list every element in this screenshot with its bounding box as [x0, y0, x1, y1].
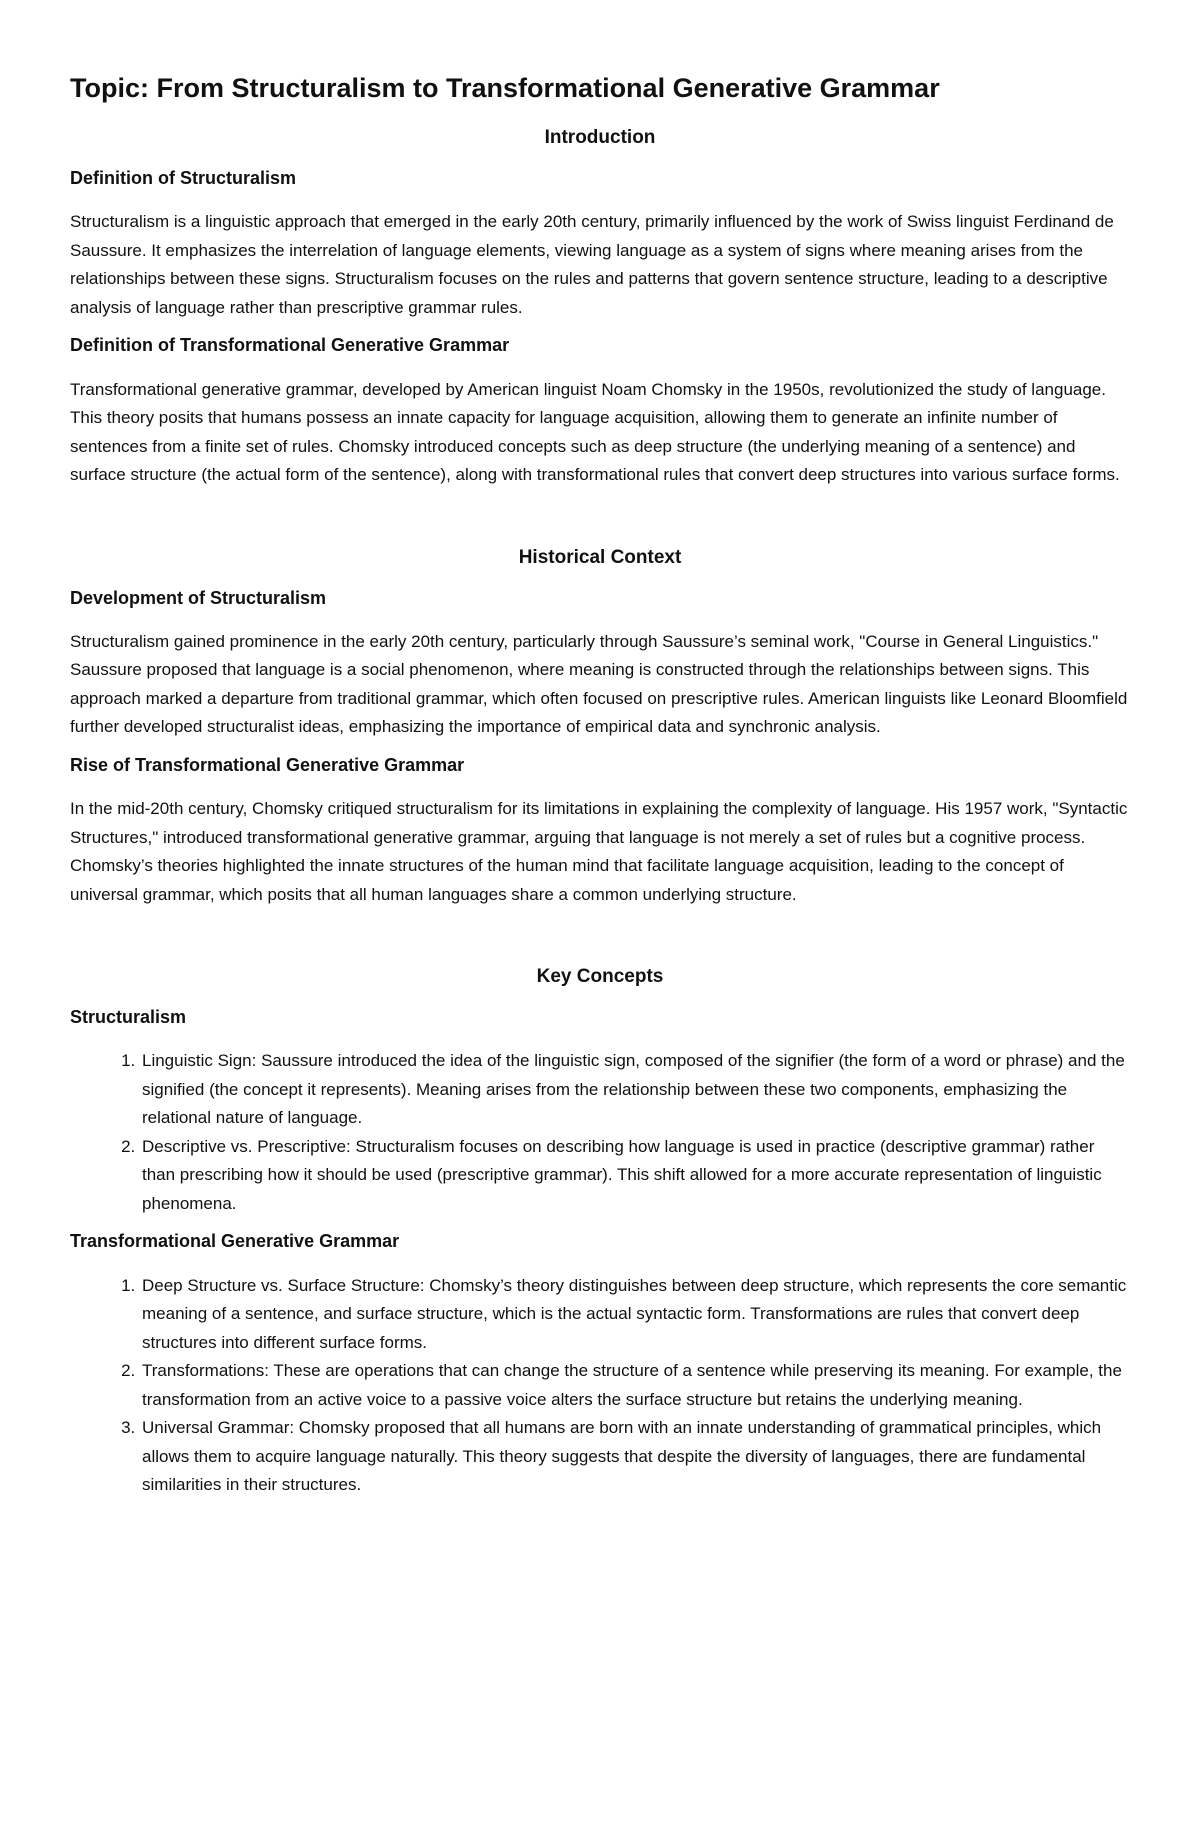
paragraph-definition-structuralism: Structuralism is a linguistic approach that emerged in the early 20th century, primarily influenced by the work of Swiss linguist Ferdinand de Saussure. It emphasizes the interrelation of language elements, viewing language as a system of signs where meaning arises from the relationships between these signs. Structuralism focuses on the rules and patterns that govern sentence structure, leading to a descriptive analysis of language rather than prescriptive grammar rules.	[70, 212, 1114, 317]
section-introduction	[70, 126, 1130, 489]
subheading-development-structuralism: Development of Structuralism	[70, 587, 327, 608]
section-key-concepts	[70, 965, 1130, 1499]
subheading-definition-tgg: Definition of Transformational Generative Grammar	[70, 335, 510, 356]
list-item: 1. Linguistic Sign: Saussure introduced the idea of the linguistic sign, composed of the signifier (the form of a word or phrase) and the signified (the concept it represents). Meaning arises from the relationship between these two components, emphasizing the relational nature of language.	[140, 1047, 1130, 1133]
list-item: 2. Transformations: These are operations that can change the structure of a sentence while preserving its meaning. For example, the transformation from an active voice to a passive voice alters the surface structure but retains the underlying meaning.	[140, 1357, 1130, 1414]
section-heading-introduction: Introduction	[544, 127, 656, 149]
subheading-tgg: Transformational Generative Grammar	[70, 1231, 400, 1252]
section-spacer	[70, 502, 1130, 546]
subheading-rise-tgg: Rise of Transformational Generative Grammar	[70, 754, 465, 775]
section-spacer	[70, 921, 1130, 965]
list-item: 3. Universal Grammar: Chomsky proposed that all humans are born with an innate understanding of grammatical principles, which allows them to acquire language naturally. This theory suggests that despite the diversity of languages, there are fundamental similarities in their structures.	[140, 1414, 1130, 1500]
section-historical-context	[70, 546, 1130, 909]
section-heading-key-concepts: Key Concepts	[536, 966, 664, 988]
subheading-structuralism: Structuralism	[70, 1007, 187, 1028]
structuralism-concept-list	[70, 1047, 1130, 1218]
section-heading-historical-context: Historical Context	[518, 546, 682, 568]
subheading-definition-structuralism: Definition of Structuralism	[70, 168, 297, 189]
list-item: 1. Deep Structure vs. Surface Structure: Chomsky’s theory distinguishes between deep structure, which represents the core semantic meaning of a sentence, and surface structure, which is the actual syntactic form. Transformations are rules that convert deep structures into different surface forms.	[140, 1272, 1130, 1358]
list-item: 2. Descriptive vs. Prescriptive: Structuralism focuses on describing how language is used in practice (descriptive grammar) rather than prescribing how it should be used (prescriptive grammar). This shift allowed for a more accurate representation of linguistic phenomena.	[140, 1133, 1130, 1219]
paragraph-definition-tgg: Transformational generative grammar, developed by American linguist Noam Chomsky in the 1950s, revolutionized the study of language. This theory posits that humans possess an innate capacity for language acquisition, allowing them to generate an infinite number of sentences from a finite set of rules. Chomsky introduced concepts such as deep structure (the underlying meaning of a sentence) and surface structure (the actual form of the sentence), along with transformational rules that convert deep structures into various surface forms.	[70, 379, 1120, 485]
document-title: Topic: From Structuralism to Transformational Generative Grammar	[70, 73, 940, 103]
paragraph-development-structuralism: Structuralism gained prominence in the early 20th century, particularly through Saussure’s seminal work, "Course in General Linguistics." Saussure proposed that language is a social phenomenon, where meaning is constructed through the relationships between signs. This approach marked a departure from traditional grammar, which often focused on prescriptive rules. American linguists like Leonard Bloomfield further developed structuralist ideas, emphasizing the importance of empirical data and synchronic analysis.	[70, 631, 1128, 737]
paragraph-rise-tgg: In the mid-20th century, Chomsky critiqued structuralism for its limitations in explaining the complexity of language. His 1957 work, "Syntactic Structures," introduced transformational generative grammar, arguing that language is not merely a set of rules but a cognitive process. Chomsky’s theories highlighted the innate structures of the human mind that facilitate language acquisition, leading to the concept of universal grammar, which posits that all human languages share a common underlying structure.	[70, 799, 1128, 904]
tgg-concept-list	[70, 1272, 1130, 1500]
